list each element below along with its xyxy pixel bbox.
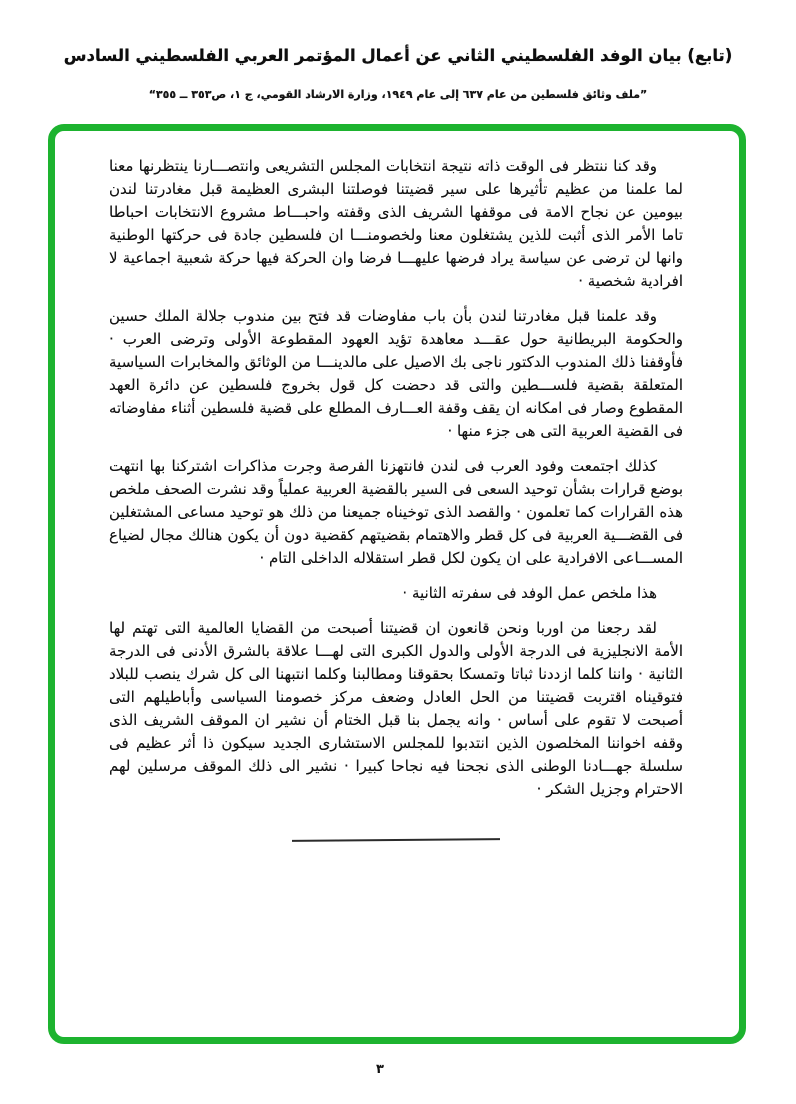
end-of-text-divider bbox=[292, 838, 500, 842]
document-title: (تابع) بيان الوفد الفلسطيني الثاني عن أعمال المؤتمر العربي الفلسطيني السادس bbox=[63, 46, 733, 65]
body-paragraph-3: كذلك اجتمعت وفود العرب فى لندن فانتهزنا الفرصة وجرت مذاكرات اشتركنا بها انتهت بوضع قرارات بشأن توحيد السعى فى السير بالقضية العربية عملياً وقد نشرت الصحف ملخص هذه القرارات كما تعلمون · والقصد الذى توخيناه جميعنا من ذلك هو توحيد مساعى المشتغلين فى القضـــية العربية فى كل قطر والاهتمام بقضيتهم كقضية دون أن يكون هنالك مجال لضياع المســـاعى الافرادية على ان يكون لكل قطر استقلاله الداخلى التام · bbox=[109, 457, 683, 567]
body-paragraph-1: وقد كنا ننتظر فى الوقت ذاته نتيجة انتخابات المجلس التشريعى وانتصـــارنا ينتظرنها معنا لما علمنا من عظيم تأثيرها على سير قضيتنا فوصلتنا البشرى العظيمة قبل مغادرتنا لندن بيومين عن نجاح الامة فى موقفها الشريف الذى وقفته واحبـــاط مشروع الانتخابات احباطا تاما الأمر الذى أثبت للذين يشتغلون معنا ولخصومنـــا ان فلسطين جادة فى حركتها الوطنية وانها لن ترضى عن سياسة يراد فرضها عليهـــا فرضا وان الحركة فيها حركة شعبية اجماعية لا افرادية شخصية · bbox=[109, 157, 683, 290]
body-paragraph-4-summary-line: هذا ملخص عمل الوفد فى سفرته الثانية · bbox=[402, 584, 657, 602]
body-paragraph-2: وقد علمنا قبل مغادرتنا لندن بأن باب مفاوضات قد فتح بين مندوب جلالة الملك حسين والحكومة البريطانية حول عقـــد معاهدة تؤيد العهود المقطوعة الأولى وترضى العرب · فأوقفنا ذلك المندوب الدكتور ناجى بك الاصيل على مالدينـــا من الوثائق والمخابرات السياسية المتعلقة بقضية فلســـطين والتى قد دحضت كل قول بخروج فلسطين عن دائرة العهد المقطوع وصار فى امكانه ان يقف وقفة العـــارف المطلع على قضية فلسطين أثناء مفاوضاته فى القضية العربية التى هى جزء منها · bbox=[109, 307, 683, 440]
body-paragraph-5: لقد رجعنا من اوربا ونحن قانعون ان قضيتنا أصبحت من القضايا العالمية التى تهتم لها الأمة الانجليزية فى الدرجة الأولى والدول الكبرى التى لهـــا علاقة بالشرق الأدنى فى الدرجة الثانية · واننا كلما ازددنا ثباتا وتمسكا بحقوقنا ومطالبنا وكلما انتبهنا الى كل شرك ينصب للبلاد فتوقيناه اقتربت قضيتنا من الحل العادل وضعف مركز خصومنا السياسى وأباطيلهم التى أصبحت لا تقوم على أساس · وانه يجمل بنا قبل الختام أن نشير ان الموقف الشريف الذى وقفه اخواننا المخلصون الذين انتدبوا للمجلس الاستشارى الجديد سيكون ذا أثر عظيم فى سلسلة جهـــادنا الوطنى الذى نجحنا فيه نجاحا كبيرا · نشير الى ذلك الموقف مرسلين لهم الاحترام وجزيل الشكر · bbox=[109, 619, 683, 798]
document-source-line: ”ملف وثائق فلسطين من عام ٦٣٧ إلى عام ١٩٤٩، وزارة الارشاد القومي، ج ١، ص٣٥٣ ــ ٣٥٥“ bbox=[148, 88, 648, 101]
page-number: ٣ bbox=[376, 1062, 384, 1077]
green-border-frame bbox=[48, 124, 746, 1044]
